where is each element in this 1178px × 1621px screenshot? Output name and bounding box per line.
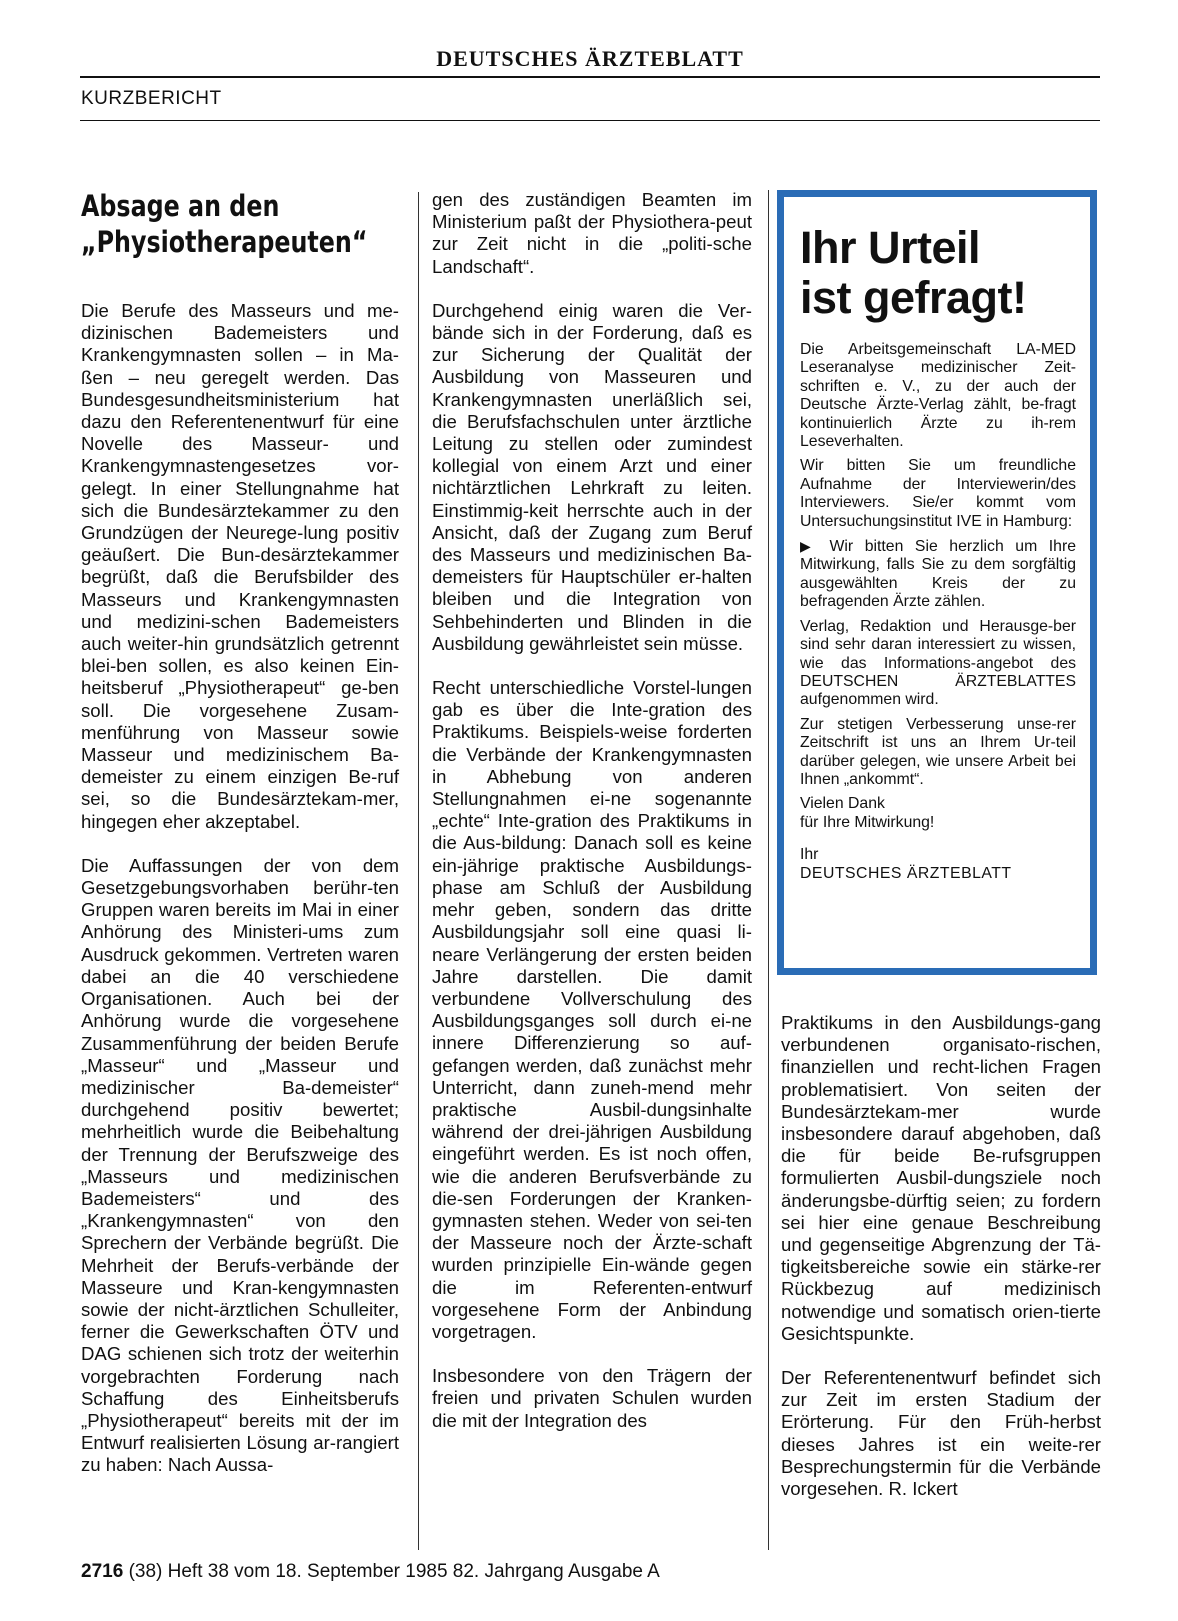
notice-headline-line1: Ihr Urteil (800, 222, 981, 273)
paragraph: Durchgehend einig waren die Ver-bände sich in der Forderung, daß es zur Sicherung der Qualität der Ausbildung von Masseuren und Krankengymnasten unerläßlich sei, die Berufsfachschulen unter ärztliche Leitung zu stellen oder zumindest kollegial von einem Arzt und einer nichtärztlichen Lehrkraft zu leiten. Einstimmig-keit herrschte auch in der Ansicht, daß der Zugang zum Beruf des Masseurs und medizinischen Ba-demeisters für Hauptschüler er-halten bleiben und die Integration von Sehbehinderten und Blinden in die Ausbildung gewährleistet sein müsse. (432, 299, 752, 654)
header-rule (80, 76, 1100, 78)
paragraph: Die Auffassungen der von dem Gesetzgebungsvorhaben berühr-ten Gruppen waren bereits im Mai in einer Anhörung des Ministeri-ums zum Ausdruck gekommen. Vertreten waren dabei an die 40 verschiedene Organisationen. Auch bei der Anhörung wurde die vorgesehene Zusammenführung der beiden Berufe „Masseur“ und „Masseur und medizinischer Ba-demeister“ durchgehend positiv bewertet; mehrheitlich wurde die Beibehaltung der Trennung der Berufszweige des „Masseurs und medizinischen Bademeisters“ und des „Krankengymnasten“ von den Sprechern der Verbände begrüßt. Die Mehrheit der Berufs-verbände der Masseure und Kran-kengymnasten sowie der nicht-ärztlichen Schulleiter, ferner die Gewerkschaften ÖTV und DAG schienen sich trotz der weiterhin vorgebrachten Forderung nach Schaffung des Einheitsberufs „Physiotherapeut“ bereits mit der im Entwurf realisierten Lösung ar-rangiert zu haben: Nach Aussa- (81, 854, 399, 1476)
column-divider (418, 192, 419, 1550)
column-divider (768, 190, 769, 1550)
signature-line1: Ihr (800, 846, 819, 864)
notice-paragraph: Zur stetigen Verbesserung unse-rer Zeitschrift ist uns an Ihrem Ur-teil darüber gelegen, wie unsere Arbeit bei Ihnen „ankommt“. (800, 715, 1076, 788)
masthead: DEUTSCHES ÄRZTEBLATT (436, 46, 744, 71)
survey-notice-box (777, 190, 1097, 975)
thanks-line1: Vielen Dank (800, 795, 885, 813)
page-footer (81, 1561, 660, 1583)
notice-paragraph: Wir bitten Sie um freundliche Aufnahme der Interviewerin/des Interviewers. Sie/er kommt vom Untersuchungsinstitut IVE in Hamburg: (800, 457, 1076, 530)
paragraph: Insbesondere von den Trägern der freien und privaten Schulen wurden die mit der Integration des (432, 1365, 752, 1431)
notice-thanks (800, 795, 1076, 832)
arrow-right-icon: ▶ (800, 538, 818, 555)
article-column-3 (781, 1012, 1101, 1522)
notice-headline (800, 223, 1076, 323)
paragraph: Recht unterschiedliche Vorstel-lungen gab es über die Inte-gration des Praktikums. Beispiels-weise forderten die Verbände der Krankengymnasten in Abhebung von anderen Stellungnahmen ei-ne sogenannte „echte“ Inte-gration des Praktikums in die Aus-bildung: Danach soll es keine ein-jährige praktische Ausbildungs-phase am Schluß der Ausbildung mehr geben, sondern das dritte Ausbildungsjahr soll eine quasi li-neare Verlängerung der ersten beiden Jahre darstellen. Die damit verbundene Vollverschulung des Ausbildungsganges soll durch ei-ne innere Differenzierung so auf-gefangen werden, daß zunächst mehr Unterricht, dann zuneh-mend mehr praktische Ausbil-dungsinhalte während der drei-jährigen Ausbildung eingeführt werden. Es ist noch offen, wie die anderen Berufsverbände zu die-sen Forderungen der Kranken-gymnasten stehen. Weder von sei-ten der Masseure noch der Ärzte-schaft wurden prinzipielle Ein-wände gegen die im Referenten-entwurf vorgesehene Form der Anbindung vorgetragen. (432, 677, 752, 1342)
paragraph: Praktikums in den Ausbildungs-gang verbundenen organisato-rischen, finanziellen und recht-lichen Fragen problematisiert. Von seiten der Bundesärztekam-mer wurde insbesondere darauf abgehoben, daß die für beide Be-rufsgruppen formulierten Ausbil-dungsziele noch änderungsbe-dürftig seien; zu fordern sei hier eine genaue Beschreibung und gegenseitige Abgrenzung der Tä-tigkeitsbereiche sowie ein stärke-rer Rückbezug auf medizinisch notwendige und somatisch orien-tierte Gesichtspunkte. (781, 1012, 1101, 1344)
notice-paragraph-highlight (800, 537, 1076, 612)
notice-paragraph: Verlag, Redaktion und Herausge-ber sind sehr daran interessiert zu wissen, wie das Informations-angebot des DEUTSCHEN ÄRZTEBLATTES aufgenommen wird. (800, 617, 1076, 709)
thanks-line2: für Ihre Mitwirkung! (800, 813, 935, 831)
spacer (800, 832, 1076, 846)
notice-signature (800, 846, 1076, 883)
paragraph: gen des zuständigen Beamten im Ministerium paßt der Physiothera-peut zur Zeit nicht in die „politi-sche Landschaft“. (432, 189, 752, 277)
paragraph: Die Berufe des Masseurs und me-dizinischen Bademeisters und Krankengymnasten sollen – in Ma-ßen – neu geregelt werden. Das Bundesgesundheitsministerium hat dazu den Referentenentwurf für eine Novelle des Masseur- und Krankengymnastengesetzes vor-gelegt. In einer Stellungnahme hat sich die Bundesärztekammer zu den Grundzügen der Neurege-lung positiv geäußert. Die Bun-desärztekammer begrüßt, daß die Berufsbilder des Masseurs und Krankengymnasten und medizini-schen Bademeisters auch weiter-hin grundsätzlich getrennt blei-ben sollen, es also keinen Ein-heitsberuf „Physiotherapeut“ ge-ben soll. Die vorgesehene Zusam-menführung von Masseur sowie Masseur und medizinischem Ba-demeister zu einem einzigen Be-ruf sei, so die Bundesärztekam-mer, hingegen eher akzeptabel. (81, 300, 399, 832)
article-column-2 (432, 189, 752, 1454)
signature-line2: DEUTSCHES ÄRZTEBLATT (800, 864, 1012, 882)
notice-headline-line2: ist gefragt! (800, 272, 1027, 323)
notice-text: Wir bitten Sie herzlich um Ihre Mitwirkung, falls Sie zu dem sorgfältig ausgewählten Kreis der zu befragenden Ärzte zählen. (800, 538, 1077, 611)
page-number: 2716 (81, 1561, 124, 1582)
article-column-1 (81, 300, 399, 1499)
article-title-line1: Absage an den (81, 189, 280, 223)
issue-info: (38) Heft 38 vom 18. September 1985 82. Jahrgang Ausgabe A (128, 1561, 660, 1582)
section-rule (80, 120, 1100, 121)
article-title-line2: „Physiotherapeuten“ (81, 225, 368, 259)
paragraph: Der Referentenentwurf befindet sich zur Zeit im ersten Stadium der Erörterung. Für den Früh-herbst dieses Jahres ist ein weite-rer Besprechungstermin für die Verbände vorgesehen. R. Ickert (781, 1367, 1101, 1500)
article-title (81, 188, 368, 260)
section-label: KURZBERICHT (81, 88, 222, 109)
notice-paragraph: Die Arbeitsgemeinschaft LA-MED Leseranalyse medizinischer Zeit-schriften e. V., zu der auch der Deutsche Ärzte-Verlag zählt, be-fragt kontinuierlich Ärzte zu ih-rem Leseverhalten. (800, 341, 1076, 451)
